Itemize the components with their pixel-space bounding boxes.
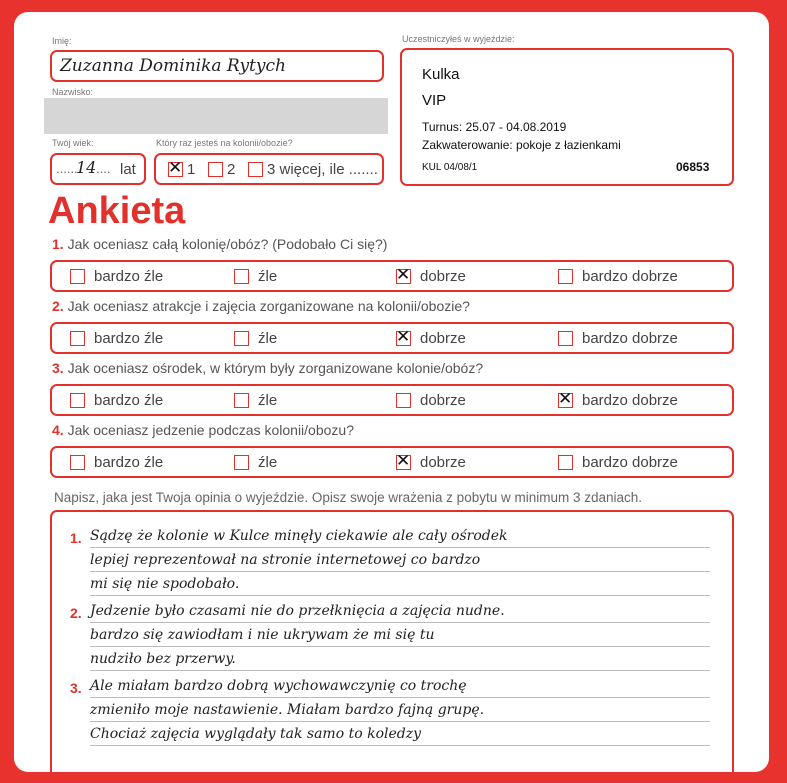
answer-line: bardzo się zawiodłam i nie ukrywam że mi się tu [90,627,435,643]
option-label: bardzo dobrze [582,268,678,285]
trip-code: KUL 04/08/1 [422,162,478,173]
survey-sheet [14,12,769,772]
option-label: bardzo źle [94,392,164,409]
answer-line: mi się nie spodobało. [90,576,240,592]
ruled-line [90,547,710,548]
raz-2-label: 2 [227,161,236,178]
trip-number: 06853 [676,160,710,174]
wiek-unit: lat [120,161,136,178]
option-label: bardzo źle [94,330,164,347]
option-label: źle [258,392,278,409]
ruled-line [90,745,710,746]
answer-line: Sądzę że kolonie w Kulce minęły ciekawie ale cały ośrodek [90,528,508,544]
nazwisko-redacted [44,98,388,134]
question-label: Jak oceniasz jedzenie podczas kolonii/obozu? [67,422,354,438]
answer-line: zmieniło moje nastawienie. Miałam bardzo fajną grupę. [90,702,485,718]
option-label: bardzo dobrze [582,392,678,409]
option-checkbox[interactable] [234,331,249,346]
ruled-line [90,670,710,671]
option-label: dobrze [420,392,466,409]
option-label: dobrze [420,268,466,285]
option-checkbox[interactable] [558,455,573,470]
option-checkbox[interactable]: ✕ [558,389,573,409]
option-checkbox[interactable] [234,269,249,284]
option-checkbox[interactable] [70,269,85,284]
question-number: 3. [52,360,64,376]
wiek-field[interactable] [50,153,146,185]
option-checkbox[interactable] [70,455,85,470]
option-checkbox[interactable] [558,331,573,346]
option-label: dobrze [420,454,466,471]
question-number: 1. [52,236,64,252]
ruled-line [90,571,710,572]
option-label: bardzo dobrze [582,454,678,471]
opinion-prompt: Napisz, jaka jest Twoja opinia o wyjeździe. Opisz swoje wrażenia z pobytu w minimum 3 zdaniach. [54,490,643,505]
option-checkbox[interactable] [234,455,249,470]
nazwisko-label: Nazwisko: [52,87,94,97]
option-checkbox[interactable] [70,331,85,346]
wiek-value: 14 [76,158,97,177]
imie-label: Imię: [52,36,72,46]
option-checkbox[interactable] [558,269,573,284]
trip-type: VIP [422,92,447,109]
trip-turnus: Turnus: 25.07 - 04.08.2019 [422,120,567,134]
answer-line: Chociaż zajęcia wyglądały tak samo to koledzy [90,726,422,742]
question-label: Jak oceniasz ośrodek, w którym były zorganizowane kolonie/obóz? [67,360,484,376]
raz-3-label: 3 więcej, ile ....... [267,161,378,178]
trip-label: Uczestniczyłeś w wyjeździe: [402,34,515,44]
ruled-line [90,646,710,647]
imie-value: Zuzanna Dominika Rytych [60,56,286,76]
question-1-options [50,260,734,292]
question-2-text [52,298,470,314]
option-checkbox[interactable]: ✕ [396,265,411,285]
question-2-options [50,322,734,354]
ruled-line [90,622,710,623]
raz-1-checkbox[interactable]: ✕ [168,158,183,178]
question-3-options [50,384,734,416]
option-checkbox[interactable] [234,393,249,408]
option-checkbox[interactable]: ✕ [396,327,411,347]
wiek-label: Twój wiek: [52,138,94,148]
answer-number: 1. [70,530,82,546]
question-number: 2. [52,298,64,314]
ruled-line [90,697,710,698]
question-4-text [52,422,354,438]
answer-line: Ale miałam bardzo dobrą wychowawczynię co trochę [90,678,467,694]
option-label: dobrze [420,330,466,347]
ktory-raz-label: Który raz jesteś na kolonii/obozie? [156,138,293,148]
wiek-dots-after: .... [96,161,111,176]
option-label: źle [258,330,278,347]
answer-number: 3. [70,680,82,696]
page-title: Ankieta [48,190,186,232]
option-label: bardzo źle [94,268,164,285]
option-label: źle [258,454,278,471]
question-1-text [52,236,387,252]
raz-1-label: 1 [187,161,196,178]
option-checkbox[interactable]: ✕ [396,451,411,471]
trip-name: Kulka [422,66,460,83]
ktory-raz-field [154,153,384,185]
answer-line: Jedzenie było czasami nie do przełknięcia a zajęcia nudne. [90,603,505,619]
option-label: bardzo dobrze [582,330,678,347]
option-checkbox[interactable] [396,393,411,408]
answer-line: lepiej reprezentował na stronie internetowej co bardzo [90,552,481,568]
answer-number: 2. [70,605,82,621]
trip-zakwaterowanie: Zakwaterowanie: pokoje z łazienkami [422,138,621,152]
option-label: źle [258,268,278,285]
ruled-line [90,721,710,722]
question-number: 4. [52,422,64,438]
option-checkbox[interactable] [70,393,85,408]
ruled-line [90,595,710,596]
question-label: Jak oceniasz atrakcje i zajęcia zorganizowane na kolonii/obozie? [67,298,470,314]
question-label: Jak oceniasz całą kolonię/obóz? (Podobało Ci się?) [67,236,388,252]
option-label: bardzo źle [94,454,164,471]
answer-line: nudziło bez przerwy. [90,651,236,667]
wiek-dots: ....... [56,161,82,176]
question-3-text [52,360,483,376]
question-4-options [50,446,734,478]
trip-box [400,48,734,186]
raz-2-checkbox[interactable] [208,162,223,177]
imie-field[interactable] [50,50,384,82]
raz-3-checkbox[interactable] [248,162,263,177]
